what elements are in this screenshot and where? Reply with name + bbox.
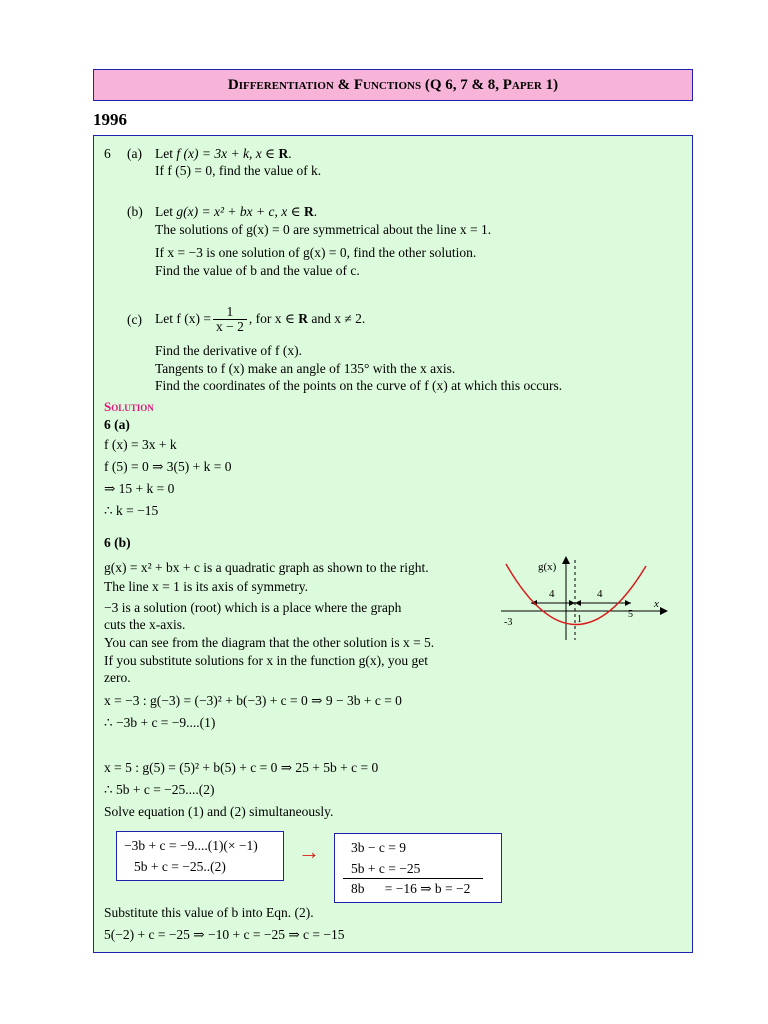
graph-y-label: g(x): [538, 561, 557, 573]
solution-6b-line: If you substitute solutions for x in the function g(x), you get: [104, 653, 428, 668]
simultaneous-instruction: Solve equation (1) and (2) simultaneously.: [104, 804, 334, 819]
substitute-instruction: Substitute this value of b into Eqn. (2).: [104, 905, 314, 920]
y-axis-arrowhead: [562, 556, 570, 564]
part-b-line3: If x = −3 is one solution of g(x) = 0, find the other solution.: [155, 245, 477, 260]
part-b-line1: Let g(x) = x² + bx + c, x ∈ R.: [155, 204, 318, 219]
part-c-line3: Tangents to f (x) make an angle of 135° with the x axis.: [155, 361, 456, 376]
question-number: 6: [104, 146, 111, 161]
equation-x-neg3: x = −3 : g(−3) = (−3)² + b(−3) + c = 0 ⇒ 9 − 3b + c = 0: [104, 693, 402, 708]
final-equation: 5(−2) + c = −25 ⇒ −10 + c = −25 ⇒ c = −15: [104, 927, 345, 942]
box-left-line: 5b + c = −25..(2): [134, 859, 226, 874]
part-c-label: (c): [127, 312, 142, 327]
box-right-line: 3b − c = 9: [351, 840, 406, 855]
title-topic: Differentiation & Functions: [227, 77, 422, 93]
parabola-graph: [496, 554, 676, 654]
distance-label-right: 4: [597, 588, 603, 600]
part-c-line2: Find the derivative of f (x).: [155, 343, 302, 358]
tick-label-neg3: -3: [504, 617, 513, 628]
tick-label-1: 1: [577, 614, 582, 625]
title-paper-number: 1): [541, 77, 559, 93]
part-b-line2: The solutions of g(x) = 0 are symmetrical about the line x = 1.: [155, 222, 492, 237]
equations-box-right: [334, 833, 502, 903]
part-b-label: (b): [127, 204, 143, 219]
solution-6b-line: cuts the x-axis.: [104, 617, 186, 632]
part-c-line4: Find the coordinates of the points on the curve of f (x) at which this occurs.: [155, 378, 563, 393]
solution-6a-heading: 6 (a): [104, 417, 130, 432]
solution-6b-heading: 6 (b): [104, 535, 131, 550]
box-right-line: 8b = −16 ⇒ b = −2: [351, 881, 471, 896]
solution-6a-line: f (x) = 3x + k: [104, 437, 177, 452]
part-a-label: (a): [127, 146, 142, 161]
equation-1-result: ∴ −3b + c = −9....(1): [104, 715, 216, 730]
solution-6a-line: f (5) = 0 ⇒ 3(5) + k = 0: [104, 459, 232, 474]
transform-arrow: →: [298, 839, 320, 864]
box-right-line: 5b + c = −25: [351, 861, 421, 876]
box-left-line: −3b + c = −9....(1)(× −1): [124, 838, 258, 853]
tick-label-5: 5: [628, 609, 633, 620]
solution-6a-line: ⇒ 15 + k = 0: [104, 481, 175, 496]
solution-6a-line: ∴ k = −15: [104, 503, 159, 518]
question-panel: [93, 135, 693, 953]
title-paper: Paper: [502, 77, 542, 93]
part-b-line4: Find the value of b and the value of c.: [155, 263, 360, 278]
solution-6b-line: −3 is a solution (root) which is a place where the graph: [104, 600, 402, 615]
solution-6b-line: g(x) = x² + bx + c is a quadratic graph as shown to the right.: [104, 560, 429, 575]
solution-heading: Solution: [104, 399, 154, 414]
equations-box-left: [116, 831, 284, 881]
section-title: [93, 69, 693, 101]
solution-6b-line: zero.: [104, 670, 131, 685]
solution-6b-line: The line x = 1 is its axis of symmetry.: [104, 579, 308, 594]
graph-x-label: x: [654, 598, 659, 610]
exam-year: 1996: [93, 110, 127, 129]
solution-6b-line: You can see from the diagram that the other solution is x = 5.: [104, 635, 435, 650]
equation-x-5: x = 5 : g(5) = (5)² + b(5) + c = 0 ⇒ 25 + 5b + c = 0: [104, 760, 379, 775]
part-a-line2: If f (5) = 0, find the value of k.: [155, 163, 322, 178]
part-c-line1: Let f (x) = $\frac{1}{x - 2}$ , for x ∈ R and x ≠ 2.: [155, 304, 366, 335]
title-questions: (Q 6, 7 & 8,: [421, 77, 503, 93]
equation-2-result: ∴ 5b + c = −25....(2): [104, 782, 215, 797]
fraction: $\frac{1}{x - 2}$: [213, 305, 247, 334]
distance-label-left: 4: [549, 588, 555, 600]
sum-divider: [343, 878, 483, 879]
parabola-curve: [506, 564, 646, 625]
x-axis-arrowhead: [660, 607, 668, 615]
part-a-line1: Let f (x) = 3x + k, x ∈ R.: [155, 146, 292, 161]
